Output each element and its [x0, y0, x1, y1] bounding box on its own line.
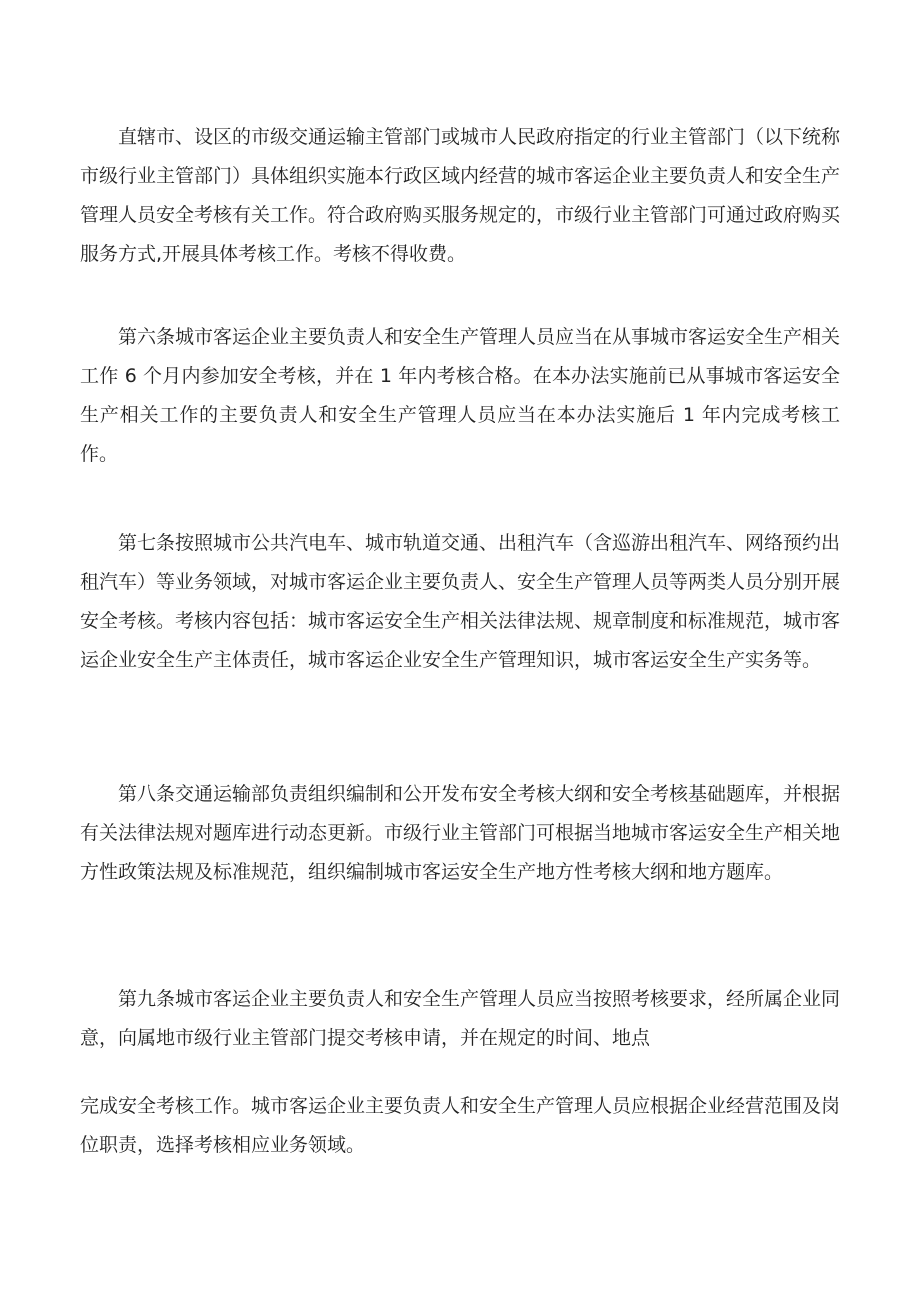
paragraph-article-6: 第六条城市客运企业主要负责人和安全生产管理人员应当在从事城市客运安全生产相关工作 6 个月内参加安全考核，并在 1 年内考核合格。在本办法实施前已从事城市客运安全生产相关工作的主要负责人和安全生产管理人员应当在本办法实施后 1 年内完成考核工作。 — [80, 326, 841, 465]
paragraph-article-9-continued: 完成安全考核工作。城市客运企业主要负责人和安全生产管理人员应根据企业经营范围及岗位职责，选择考核相应业务领域。 — [80, 1095, 841, 1156]
paragraph-article-8: 第八条交通运输部负责组织编制和公开发布安全考核大纲和安全考核基础题库，并根据有关法律法规对题库进行动态更新。市级行业主管部门可根据当地城市客运安全生产相关地方性政策法规及标准规范，组织编制城市客运安全生产地方性考核大纲和地方题库。 — [80, 783, 841, 883]
paragraph-article-9: 第九条城市客运企业主要负责人和安全生产管理人员应当按照考核要求，经所属企业同意，向属地市级行业主管部门提交考核申请，并在规定的时间、地点 — [80, 988, 841, 1049]
paragraph-municipal-authority: 直辖市、设区的市级交通运输主管部门或城市人民政府指定的行业主管部门（以下统称市级行业主管部门）具体组织实施本行政区域内经营的城市客运企业主要负责人和安全生产管理人员安全考核有关工作。符合政府购买服务规定的，市级行业主管部门可通过政府购买服务方式,开展具体考核工作。考核不得收费。 — [80, 126, 841, 265]
paragraph-article-7: 第七条按照城市公共汽电车、城市轨道交通、出租汽车（含巡游出租汽车、网络预约出租汽车）等业务领域，对城市客运企业主要负责人、安全生产管理人员等两类人员分别开展安全考核。考核内容包括：城市客运安全生产相关法律法规、规章制度和标准规范，城市客运企业安全生产主体责任，城市客运企业安全生产管理知识，城市客运安全生产实务等。 — [80, 532, 841, 671]
